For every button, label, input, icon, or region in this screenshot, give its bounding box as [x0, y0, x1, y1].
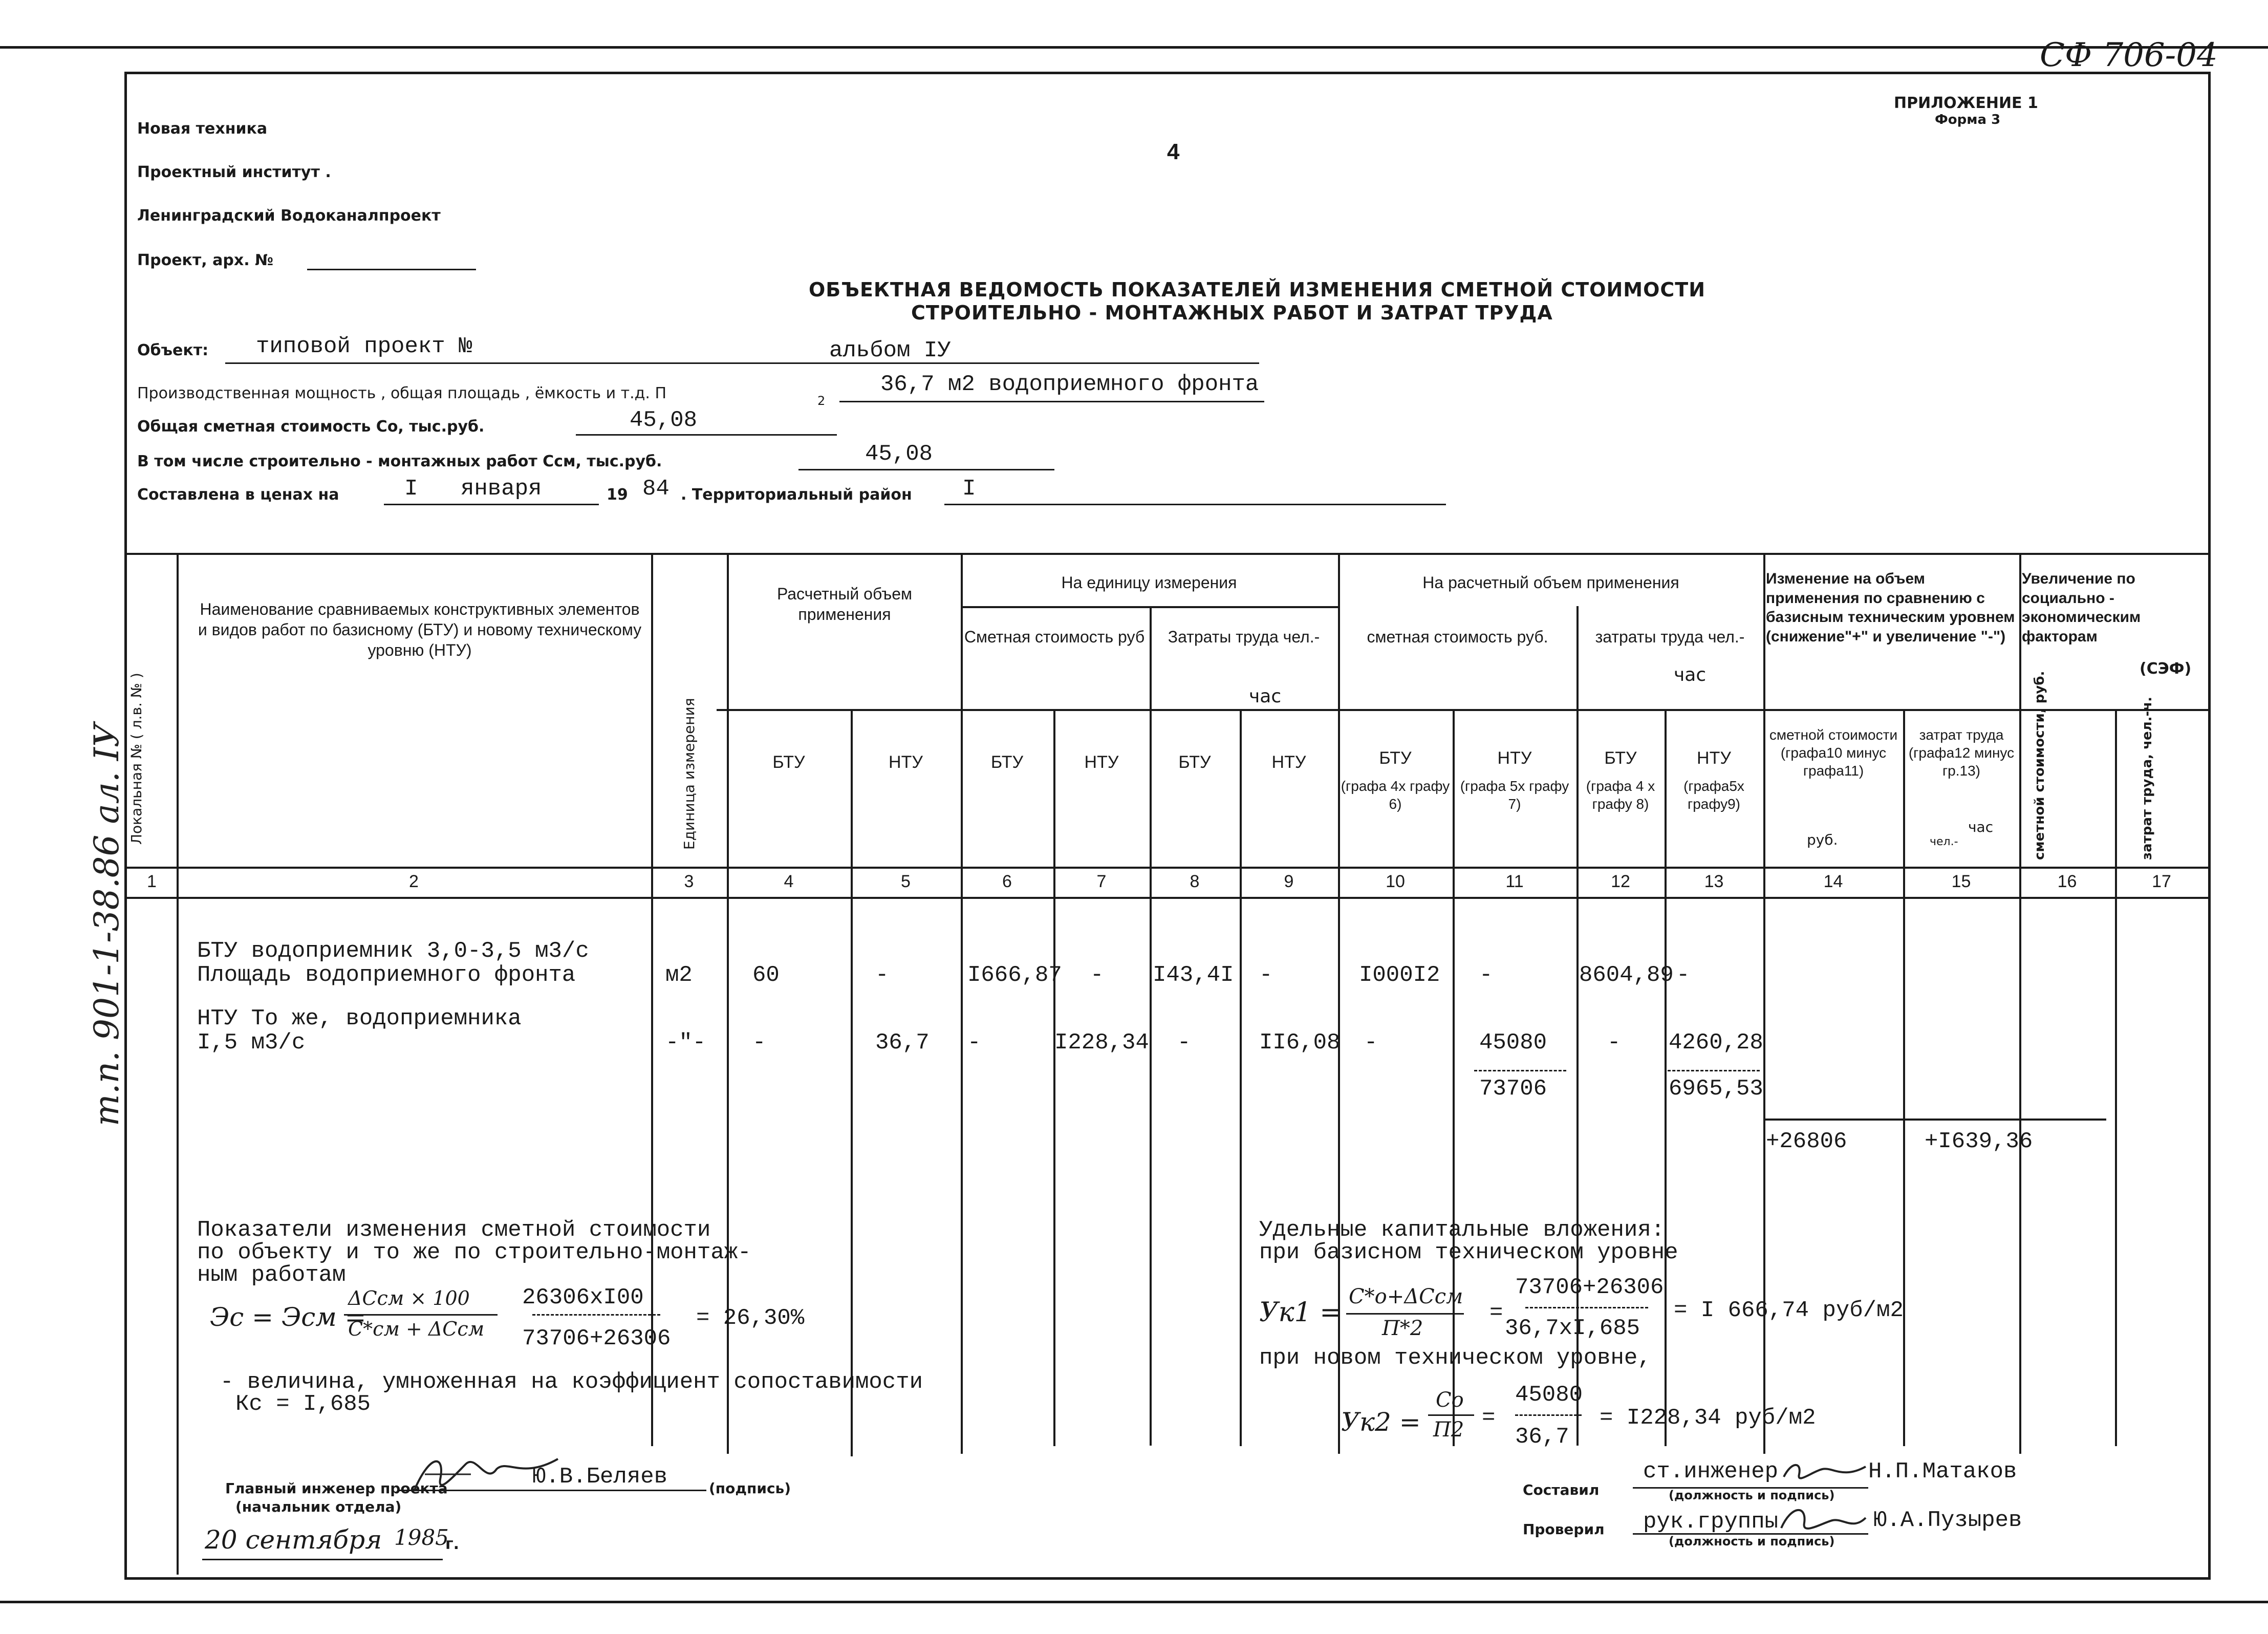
row1-total-cost-ntu: -: [1479, 962, 1493, 988]
org-line-1: Новая техника: [137, 120, 268, 138]
uk2-numerator: Со: [1436, 1388, 1464, 1412]
header-calc-application: На расчетный объем применения: [1422, 573, 1679, 592]
header-btu-calc: БТУ: [772, 752, 805, 772]
col-number: 16: [2057, 872, 2077, 891]
economy-formula-numerator: ΔСсм × 100: [348, 1287, 470, 1309]
capacity-label: Производственная мощность , общая площадь , ёмкость и т.д. П: [137, 384, 667, 402]
bottom-rule: [0, 1601, 2268, 1603]
header-col11-formula: (графа 5х графу 7): [1460, 778, 1569, 812]
header-ntu-total-labor: НТУ: [1697, 748, 1731, 768]
checked-note: (должность и подпись): [1669, 1534, 1835, 1549]
header-unit-labor: Затраты труда чел.-: [1168, 628, 1320, 646]
uk1-num-value: 73706+26306: [1515, 1275, 1664, 1300]
indicators-line3: ным работам: [197, 1262, 346, 1288]
header-per-unit: На единицу измерения: [1061, 573, 1237, 592]
uk1-den-value: 36,7хI,685: [1505, 1316, 1640, 1341]
uk1-equals: =: [1489, 1300, 1503, 1326]
row1-total-cost-btu: I000I2: [1359, 962, 1440, 988]
row2-unit-cost-ntu: I228,34: [1054, 1030, 1149, 1056]
year-prefix: 19: [607, 486, 628, 504]
uk1-result: = I 666,74 руб/м2: [1674, 1298, 1904, 1323]
row1-unit-labor-btu: I43,4I: [1153, 962, 1234, 988]
row1-unit: м2: [665, 962, 693, 988]
col-number: 15: [1951, 872, 1971, 891]
row2-unit-cost-btu: -: [967, 1030, 981, 1056]
album-value: альбом IУ: [829, 338, 951, 363]
capex-line1: Удельные капитальные вложения:: [1259, 1217, 1665, 1243]
org-line-3: Ленинградский Водоканалпроект: [137, 207, 441, 225]
col-number: 12: [1611, 872, 1630, 891]
col-number: 5: [901, 872, 911, 891]
economy-formula-lhs: Эс = Эсм =: [210, 1302, 366, 1332]
chief-engineer-sub: (начальник отдела): [235, 1498, 402, 1515]
object-label: Объект:: [137, 341, 209, 359]
compiled-note: (должность и подпись): [1669, 1488, 1835, 1502]
header-name: Наименование сравниваемых конструктивных элементов и видов работ по базисному (БТУ) и новому техническому уровню (НТУ): [198, 600, 642, 659]
row1-unit-cost-btu: I666,87: [967, 962, 1062, 988]
header-change: Изменение на объем применения по сравнению с базисным техническим уровнем (снижение"+" и увеличение "-"): [1766, 570, 2015, 645]
row2-total-cost-ntu: 45080: [1479, 1030, 1547, 1056]
header-ntu-unit-cost: НТУ: [1084, 752, 1119, 772]
header-increase: Увеличение по социально - экономическим факторам: [2022, 570, 2141, 645]
year-suffix: 84: [642, 476, 669, 502]
total-cost-label: Общая сметная стоимость Со, тыс.руб.: [137, 418, 485, 436]
prices-day: I: [404, 476, 418, 502]
side-code: т.п. 901-1-38.86 ал. IУ: [87, 723, 126, 1126]
comparability-note: - величина, умноженная на коэффициент сопоставимости: [220, 1369, 923, 1395]
col-number: 3: [684, 872, 694, 891]
indicators-line1: Показатели изменения сметной стоимости: [197, 1217, 711, 1243]
col-number: 1: [147, 872, 157, 891]
header-col14: сметной стоимости (графа10 минус графа11): [1769, 727, 1898, 779]
uk1-label: Ук1 =: [1259, 1297, 1342, 1328]
header-total-labor-hour: час: [1674, 664, 1707, 685]
prices-month: января: [461, 476, 542, 502]
checked-name: Ю.А.Пузырев: [1873, 1508, 2022, 1533]
col-number: 6: [1002, 872, 1012, 891]
doc-title-line-2: СТРОИТЕЛЬНО - МОНТАЖНЫХ РАБОТ И ЗАТРАТ ТРУДА: [911, 302, 1553, 324]
header-btu-unit-cost: БТУ: [990, 752, 1024, 772]
col-number: 4: [784, 872, 794, 891]
header-btu-unit-labor: БТУ: [1178, 752, 1211, 772]
capacity-value: 36,7 м2 водоприемного фронта: [880, 372, 1259, 397]
uk1-denominator: П*2: [1382, 1317, 1423, 1340]
col-number: 2: [409, 872, 419, 891]
uk2-den-value: 36,7: [1515, 1424, 1569, 1450]
header-sef: (СЭФ): [2140, 660, 2192, 678]
row2-name-line2: I,5 м3/с: [197, 1030, 306, 1056]
header-col15: затрат труда (графа12 минус гр.13): [1908, 727, 2015, 779]
row1-calc-btu: 60: [752, 962, 780, 988]
header-calc-volume: Расчетный объем применения: [776, 585, 913, 624]
header-btu-total-cost: БТУ: [1379, 748, 1412, 768]
compiled-position: ст.инженер: [1643, 1459, 1779, 1485]
appendix-title: ПРИЛОЖЕНИЕ 1: [1894, 94, 2038, 112]
row2-total-labor-btu: -: [1607, 1030, 1621, 1056]
total-cost-value: 45,08: [630, 407, 698, 433]
total-cost-field: [576, 410, 837, 436]
signing-date-suffix: г.: [445, 1535, 460, 1553]
page-number: 4: [1167, 139, 1180, 164]
header-unit: Единица измерения: [681, 698, 698, 850]
economy-result: = 26,30%: [696, 1305, 805, 1331]
row2-unit: -"-: [665, 1030, 706, 1056]
row1-calc-ntu: -: [875, 962, 889, 988]
economy-numerator-value: 26306хI00: [522, 1285, 644, 1310]
header-ntu-unit-labor: НТУ: [1271, 752, 1306, 772]
economy-formula-denominator: С*см + ΔСсм: [348, 1318, 485, 1340]
col-number: 9: [1284, 872, 1294, 891]
prices-label: Составлена в ценах на: [137, 486, 339, 504]
header-col17: затрат труда, чел.-ч.: [2140, 696, 2155, 860]
row1-unit-cost-ntu: -: [1090, 962, 1104, 988]
header-total-labor: затраты труда чел.-: [1595, 628, 1745, 646]
header-btu-total-labor: БТУ: [1604, 748, 1637, 768]
row2-calc-ntu: 36,7: [875, 1030, 930, 1056]
col-number: 7: [1096, 872, 1107, 891]
signing-date: 20 сентября: [205, 1525, 382, 1555]
col-number: 10: [1386, 872, 1405, 891]
row2-unit-labor-btu: -: [1177, 1030, 1191, 1056]
signing-year: 1985: [394, 1525, 449, 1550]
region-label: . Территориальный район: [681, 486, 912, 504]
doc-title-line-1: ОБЪЕКТНАЯ ВЕДОМОСТЬ ПОКАЗАТЕЛЕЙ ИЗМЕНЕНИЯ СМЕТНОЙ СТОИМОСТИ: [809, 278, 1706, 301]
header-ntu-calc: НТУ: [889, 752, 923, 772]
chief-engineer-name: Ю.В.Беляев: [532, 1464, 668, 1490]
row1-name-line1: БТУ водоприемник 3,0-3,5 м3/с: [197, 938, 589, 964]
chief-signature-note: (подпись): [709, 1480, 791, 1497]
col-number: 13: [1704, 872, 1724, 891]
form-label: Форма 3: [1935, 112, 2001, 127]
header-col10-formula: (графа 4х графу 6): [1341, 778, 1450, 812]
capex-line3: при новом техническом уровне,: [1259, 1345, 1651, 1371]
project-label: Проект, арх. №: [137, 251, 274, 269]
checked-label: Проверил: [1523, 1521, 1605, 1538]
header-col15-unit: чел.-: [1930, 835, 1958, 848]
row1-total-labor-ntu: -: [1676, 962, 1690, 988]
uk2-num-value: 45080: [1515, 1382, 1583, 1408]
header-col13-formula: (графа5х графу9): [1683, 778, 1744, 812]
chief-engineer-label: Главный инженер проекта: [225, 1480, 448, 1497]
corner-code: СФ 706-04: [2040, 36, 2218, 74]
row2-total-labor-ntu-adjusted: 6965,53: [1669, 1076, 1763, 1102]
row2-total-cost-btu: -: [1364, 1030, 1378, 1056]
compiled-label: Составил: [1523, 1481, 1600, 1498]
row2-total-cost-ntu-adjusted: 73706: [1479, 1076, 1547, 1102]
total-change-labor: +I639,36: [1925, 1129, 2033, 1154]
checked-position: рук.группы: [1643, 1509, 1779, 1535]
economy-denominator-value: 73706+26306: [522, 1326, 671, 1351]
top-rule: [0, 46, 2268, 49]
header-total-cost: сметная стоимость руб.: [1367, 628, 1548, 646]
header-ntu-total-cost: НТУ: [1497, 748, 1532, 768]
header-col12-formula: (графа 4 х графу 8): [1586, 778, 1655, 812]
compiled-name: Н.П.Матаков: [1868, 1459, 2017, 1485]
row2-calc-btu: -: [752, 1030, 766, 1056]
header-col15-unit-hour: час: [1968, 819, 1994, 835]
uk2-equals: =: [1482, 1405, 1496, 1431]
col-number: 8: [1190, 872, 1200, 891]
header-local-no: Локальная № ( л.в. № ): [128, 673, 145, 845]
row1-unit-labor-ntu: -: [1259, 962, 1273, 988]
smr-label: В том числе строительно - монтажных работ Ссм, тыс.руб.: [137, 453, 662, 470]
uk2-denominator: П2: [1433, 1418, 1464, 1442]
header-col14-unit: руб.: [1807, 831, 1838, 848]
row2-unit-labor-ntu: II6,08: [1259, 1030, 1341, 1056]
uk2-result: = I228,34 руб/м2: [1600, 1405, 1816, 1431]
uk1-numerator: С*о+ΔСсм: [1349, 1285, 1463, 1308]
col-number: 14: [1823, 872, 1843, 891]
row2-total-labor-ntu: 4260,28: [1669, 1030, 1763, 1056]
smr-value: 45,08: [865, 441, 933, 467]
region-value: I: [962, 476, 976, 502]
header-unit-labor-hour: час: [1249, 686, 1282, 707]
object-value: типовой проект №: [256, 334, 472, 359]
total-change-cost: +26806: [1766, 1129, 1847, 1154]
col-number: 17: [2152, 872, 2171, 891]
header-col16: сметной стоимости, руб.: [2032, 671, 2047, 860]
region-field: [944, 481, 1446, 505]
row1-total-labor-btu: 8604,89: [1579, 962, 1674, 988]
row2-name-line1: НТУ То же, водоприемника: [197, 1006, 522, 1031]
capex-line2: при базисном техническом уровне: [1259, 1240, 1678, 1265]
org-line-2: Проектный институт .: [137, 163, 331, 181]
col-number: 11: [1505, 872, 1524, 891]
capacity-subscript: 2: [817, 394, 826, 408]
row1-name-line2: Площадь водоприемного фронта: [197, 962, 576, 988]
uk2-label: Ук2 =: [1341, 1407, 1421, 1437]
header-unit-cost: Сметная стоимость руб: [964, 628, 1145, 646]
project-field: [307, 253, 476, 270]
indicators-line2: по объекту и то же по строительно-монтаж-: [197, 1240, 751, 1265]
comparability-coefficient: Кс = I,685: [235, 1391, 371, 1417]
